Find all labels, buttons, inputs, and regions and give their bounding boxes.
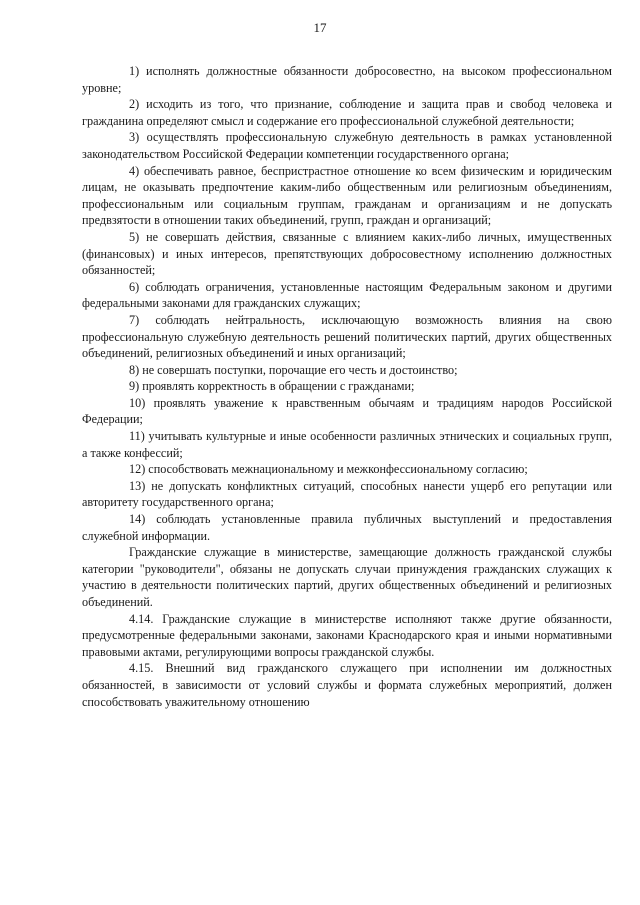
paragraph-duty-11: 11) учитывать культурные и иные особенности различных этнических и социальных групп, а также конфессий;: [82, 429, 612, 460]
paragraph-duty-8: 8) не совершать поступки, порочащие его честь и достоинство;: [129, 362, 458, 377]
document-body: [82, 63, 612, 710]
paragraph-duty-9: 9) проявлять корректность в обращении с гражданами;: [129, 379, 415, 394]
paragraph-duty-3: 3) осуществлять профессиональную служебную деятельность в рамках установленной законодательством Российской Федерации компетенции государственного органа;: [82, 130, 612, 161]
paragraph-duty-7: 7) соблюдать нейтральность, исключающую возможность влияния на свою профессиональную служебную деятельность решений политических партий, других общественных объединений, религиозных объединений и иных организаций;: [82, 312, 612, 361]
paragraph-4-15: 4.15. Внешний вид гражданского служащего при исполнении им должностных обязанностей, в зависимости от условий службы и формата служебных мероприятий, должен способствовать уважительному отношению: [82, 661, 612, 709]
page-number: 17: [313, 20, 327, 35]
paragraph-duty-10: 10) проявлять уважение к нравственным обычаям и традициям народов Российской Федерации;: [82, 395, 612, 427]
paragraph-managers: Гражданские служащие в министерстве, замещающие должность гражданской службы категории "руководители", обязаны не допускать случаи принуждения гражданских служащих к участию в деятельности политических партий, других общественных объединений и религиозных объединений.: [82, 545, 612, 609]
paragraph-duty-4: 4) обеспечивать равное, беспристрастное отношение ко всем физическим и юридическим лицам, не оказывать предпочтение каким-либо общественным или религиозным объединениям, профессиональным или социальным группам, гражданам и организациям и не допускать предвзятости в отношении таких объединений, групп, граждан и организаций;: [82, 163, 612, 228]
paragraph-duty-12: 12) способствовать межнациональному и межконфессиональному согласию;: [129, 462, 528, 477]
paragraph-duty-5: 5) не совершать действия, связанные с влиянием каких-либо личных, имущественных (финансовых) и иных интересов, препятствующих добросовестному исполнению должностных обязанностей;: [82, 229, 612, 278]
paragraph-duty-14: 14) соблюдать установленные правила публичных выступлений и предоставления служебной информации.: [82, 512, 612, 543]
paragraph-duty-1: 1) исполнять должностные обязанности добросовестно, на высоком профессиональном уровне;: [82, 64, 612, 95]
paragraph-duty-2: 2) исходить из того, что признание, соблюдение и защита прав и свобод человека и гражданина определяют смысл и содержание его профессиональной служебной деятельности;: [82, 97, 612, 128]
paragraph-4-14: 4.14. Гражданские служащие в министерстве исполняют также другие обязанности, предусмотренные федеральными законами, законами Краснодарского края и иными нормативными правовыми актами, регулирующими вопросы гражданской службы.: [82, 611, 612, 659]
paragraph-duty-6: 6) соблюдать ограничения, установленные настоящим Федеральным законом и другими федеральными законами для гражданских служащих;: [82, 279, 612, 311]
paragraph-duty-13: 13) не допускать конфликтных ситуаций, способных нанести ущерб его репутации или авторитету государственного органа;: [82, 478, 612, 510]
